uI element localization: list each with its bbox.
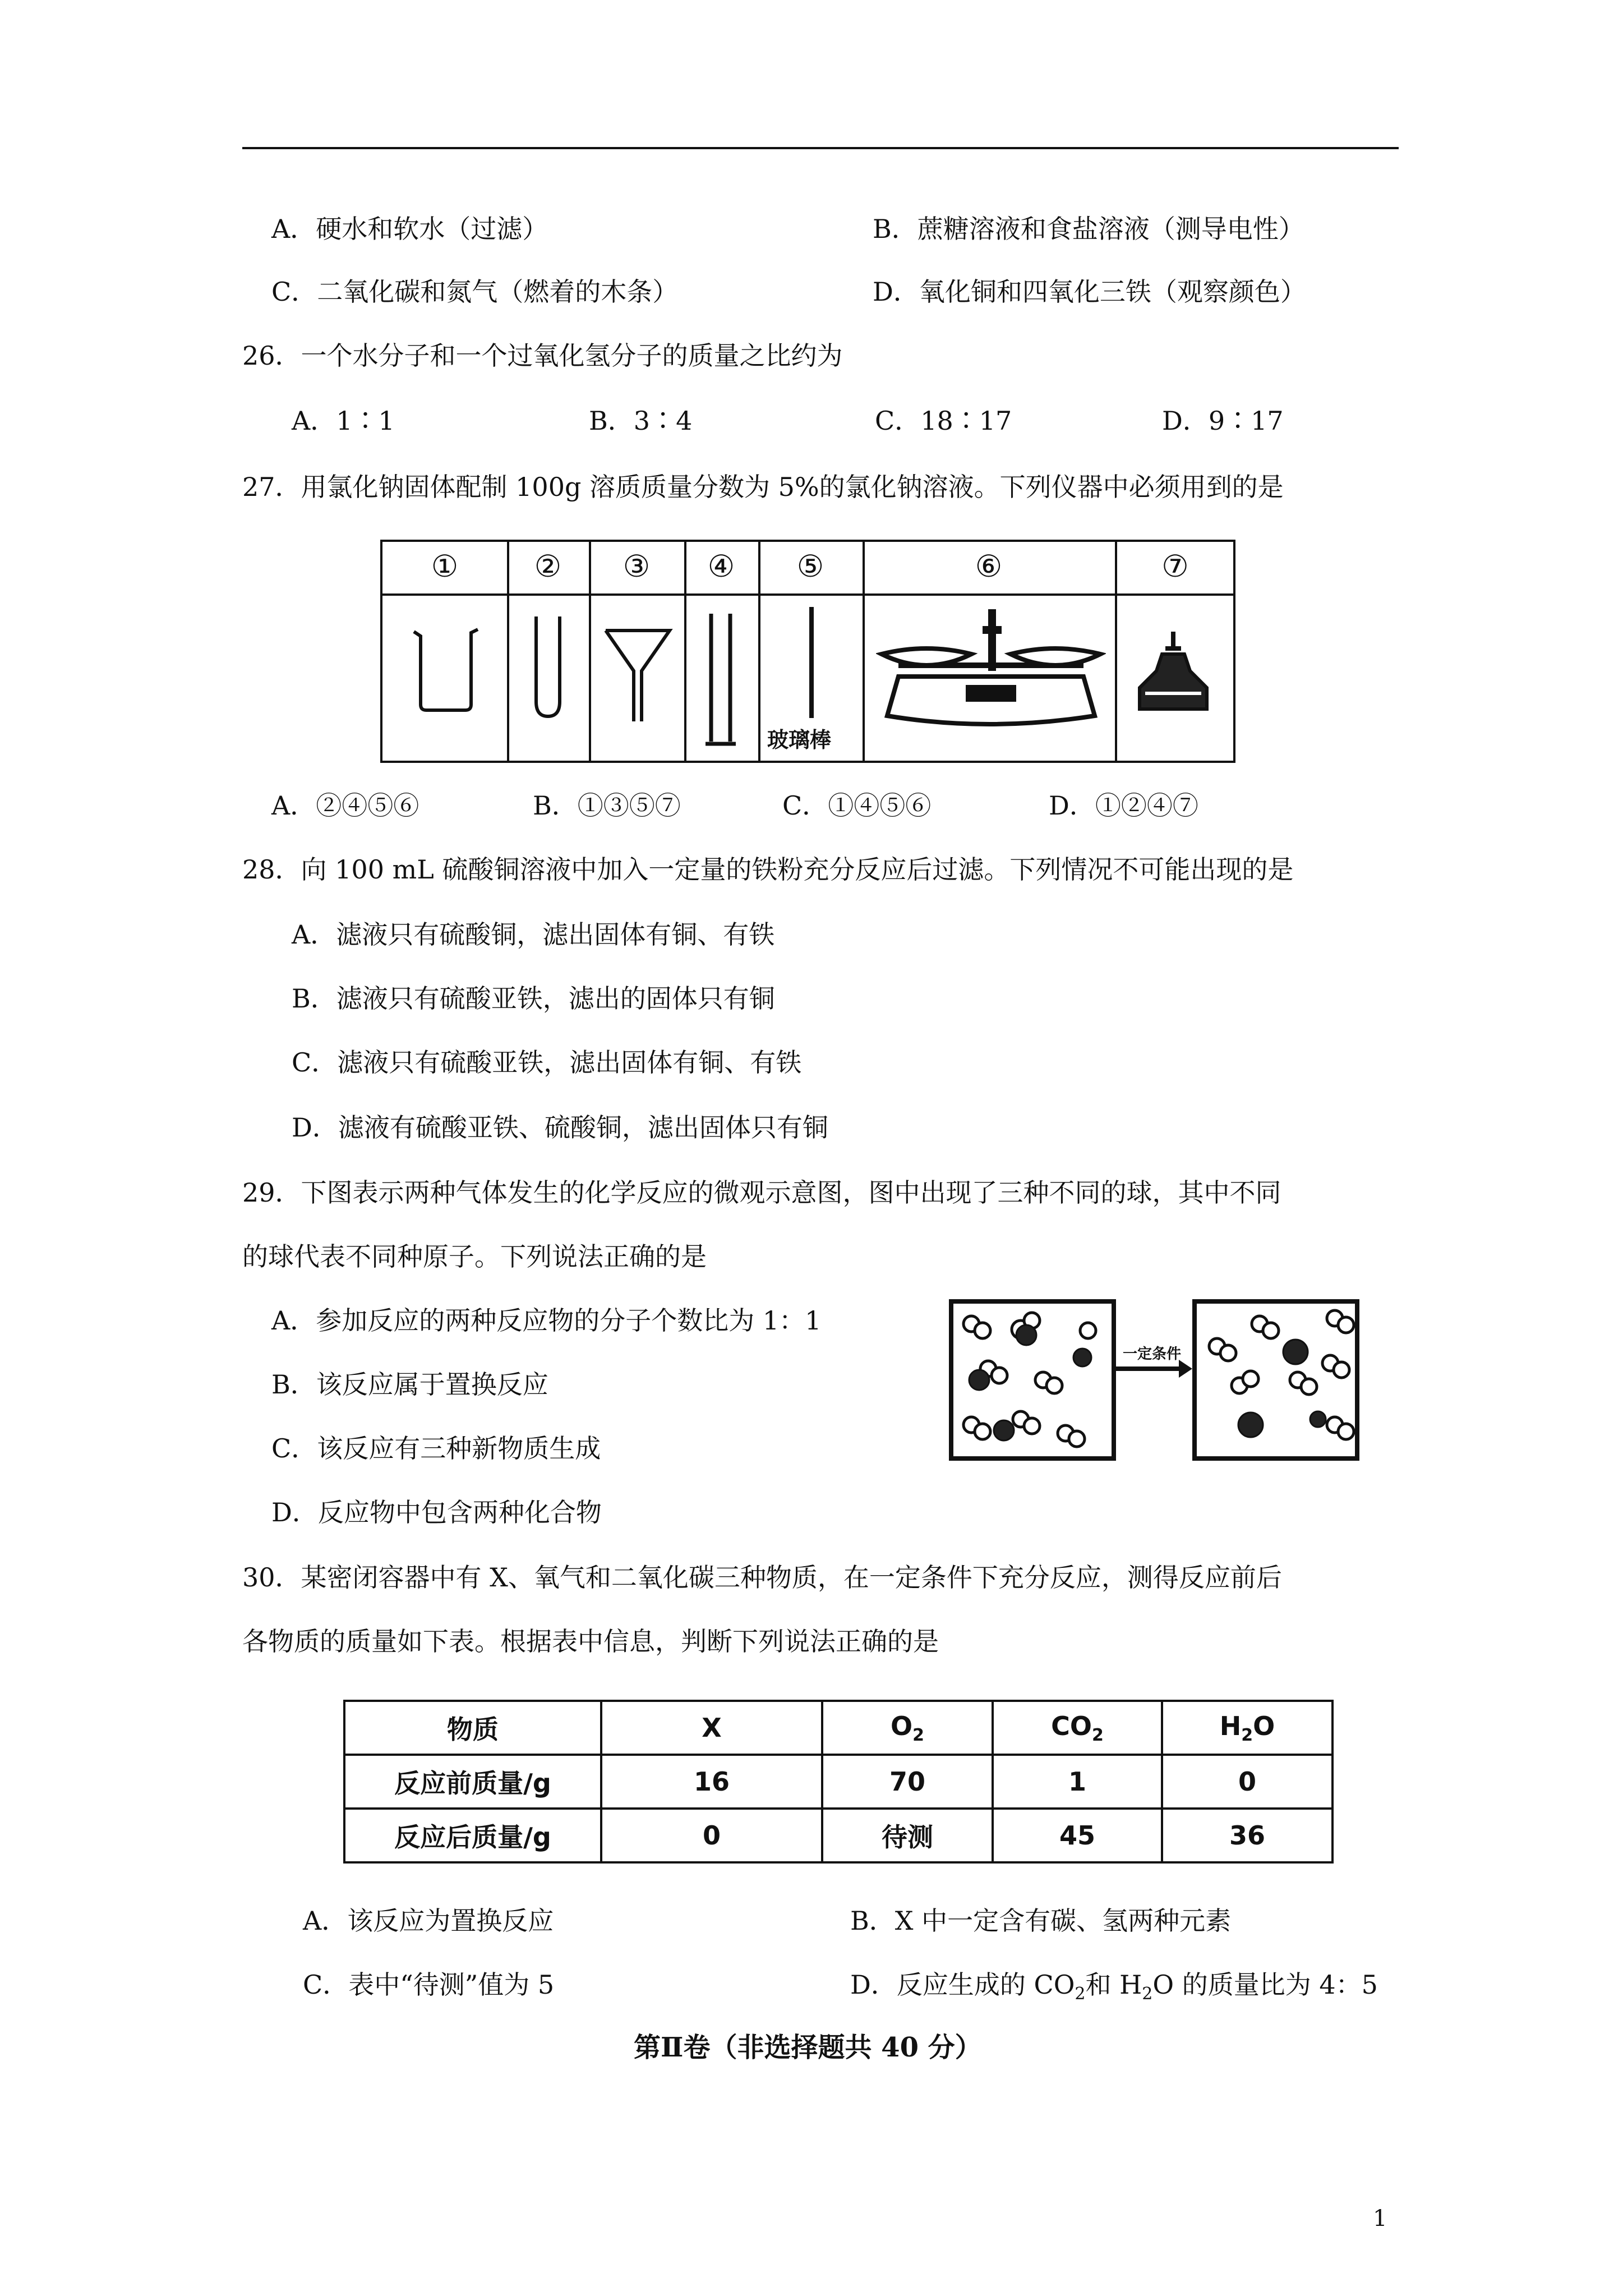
table-cell: 0 bbox=[1162, 1755, 1332, 1809]
row-label: 反应前质量/g bbox=[344, 1755, 601, 1809]
q30-option-b: B．X 中一定含有碳、氢两种元素 bbox=[850, 1906, 1232, 1936]
apparatus-row-divider bbox=[382, 593, 1233, 596]
q26-option-a: A．1∶1 bbox=[292, 406, 395, 436]
row-label: 反应后质量/g bbox=[344, 1809, 601, 1862]
q28-option-a: A．滤液只有硫酸铜，滤出固体有铜、有铁 bbox=[292, 919, 775, 950]
header-cell: $CO_2$ bbox=[993, 1701, 1162, 1755]
graduated-cylinder-icon bbox=[702, 609, 741, 755]
q30-option-a: A．该反应为置换反应 bbox=[303, 1906, 554, 1936]
q30-stem-line1: 30．某密闭容器中有 X、氧气和二氧化碳三种物质，在一定条件下充分反应，测得反应前后 bbox=[242, 1562, 1282, 1593]
table-cell: 待测 bbox=[822, 1809, 993, 1862]
q29-stem-line2: 的球代表不同种原子。下列说法正确的是 bbox=[242, 1241, 707, 1272]
apparatus-number-6: ⑥ bbox=[975, 549, 1003, 584]
q29-option-a: A．参加反应的两种反应物的分子个数比为 1：1 bbox=[271, 1305, 822, 1336]
q27-option-a: A．②④⑤⑥ bbox=[271, 790, 419, 821]
q28-option-b: B．滤液只有硫酸亚铁，滤出的固体只有铜 bbox=[292, 983, 775, 1014]
table-row bbox=[344, 1809, 1332, 1862]
apparatus-number-5: ⑤ bbox=[796, 549, 824, 584]
q26-option-c: C．18∶17 bbox=[875, 406, 1012, 436]
section-title: 第Ⅱ卷（非选择题共 40 分） bbox=[634, 2032, 982, 2063]
arrow-label: 一定条件 bbox=[1122, 1346, 1182, 1363]
table-header-row bbox=[344, 1701, 1332, 1755]
table-cell: 16 bbox=[601, 1755, 822, 1809]
reaction-micro-diagram bbox=[948, 1296, 1363, 1470]
header-cell: $H_2O$ bbox=[1162, 1701, 1332, 1755]
q28-stem: 28．向 100 mL 硫酸铜溶液中加入一定量的铁粉充分反应后过滤。下列情况不可能出现的是 bbox=[242, 854, 1294, 885]
q25-option-a: A．硬水和软水（过滤） bbox=[271, 214, 548, 244]
apparatus-number-3: ③ bbox=[623, 549, 651, 584]
table-cell: 36 bbox=[1162, 1809, 1332, 1862]
q27-stem: 27．用氯化钠固体配制 100g 溶质质量分数为 5%的氯化钠溶液。下列仪器中必须用到的是 bbox=[242, 472, 1284, 502]
q25-option-d: D．氧化铜和四氧化三铁（观察颜色） bbox=[873, 277, 1306, 307]
test-tube-icon bbox=[528, 612, 568, 721]
q30-stem-line2: 各物质的质量如下表。根据表中信息，判断下列说法正确的是 bbox=[242, 1626, 939, 1657]
apparatus-table bbox=[380, 540, 1235, 763]
apparatus-number-4: ④ bbox=[707, 549, 735, 584]
header-rule bbox=[242, 147, 1399, 149]
glass-rod-icon bbox=[803, 604, 820, 721]
apparatus-number-2: ② bbox=[534, 549, 562, 584]
q29-option-b: B．该反应属于置换反应 bbox=[271, 1369, 548, 1400]
glass-rod-caption: 玻璃棒 bbox=[767, 728, 832, 752]
table-cell: 45 bbox=[993, 1809, 1162, 1862]
page-number: 1 bbox=[1373, 2206, 1387, 2231]
q27-option-c: C．①④⑤⑥ bbox=[782, 790, 932, 821]
q28-option-d: D．滤液有硫酸亚铁、硫酸铜，滤出固体只有铜 bbox=[292, 1112, 828, 1143]
mass-table bbox=[343, 1700, 1334, 1864]
q26-stem: 26．一个水分子和一个过氧化氢分子的质量之比约为 bbox=[242, 341, 843, 371]
q29-option-d: D．反应物中包含两种化合物 bbox=[271, 1497, 602, 1527]
q30-option-d: D．反应生成的 $CO_2$和 $H_2O$ 的质量比为 4：5 bbox=[850, 1970, 1378, 2004]
table-cell: 70 bbox=[822, 1755, 993, 1809]
q29-stem-line1: 29．下图表示两种气体发生的化学反应的微观示意图，图中出现了三种不同的球，其中不同 bbox=[242, 1177, 1281, 1208]
header-cell: X bbox=[601, 1701, 822, 1755]
apparatus-number-1: ① bbox=[431, 549, 459, 584]
header-cell: $O_2$ bbox=[822, 1701, 993, 1755]
header-cell: 物质 bbox=[344, 1701, 601, 1755]
table-cell: 1 bbox=[993, 1755, 1162, 1809]
q25-option-b: B．蔗糖溶液和食盐溶液（测导电性） bbox=[873, 214, 1304, 244]
table-row bbox=[344, 1755, 1332, 1809]
table-cell: 0 bbox=[601, 1809, 822, 1862]
alcohol-lamp-icon bbox=[1134, 626, 1218, 716]
q29-option-c: C．该反应有三种新物质生成 bbox=[271, 1433, 601, 1464]
q27-option-d: D．①②④⑦ bbox=[1049, 790, 1198, 821]
q30-option-c: C．表中“待测”值为 5 bbox=[303, 1970, 555, 2000]
apparatus-number-7: ⑦ bbox=[1161, 549, 1189, 584]
q28-option-c: C．滤液只有硫酸亚铁，滤出固体有铜、有铁 bbox=[292, 1047, 802, 1078]
balance-icon bbox=[876, 604, 1106, 738]
beaker-icon bbox=[409, 626, 482, 716]
q26-option-d: D．9∶17 bbox=[1162, 406, 1284, 436]
q26-option-b: B．3∶4 bbox=[589, 406, 693, 436]
q25-option-c: C．二氧化碳和氮气（燃着的木条） bbox=[271, 277, 679, 307]
q27-option-b: B．①③⑤⑦ bbox=[533, 790, 681, 821]
funnel-icon bbox=[601, 626, 674, 727]
